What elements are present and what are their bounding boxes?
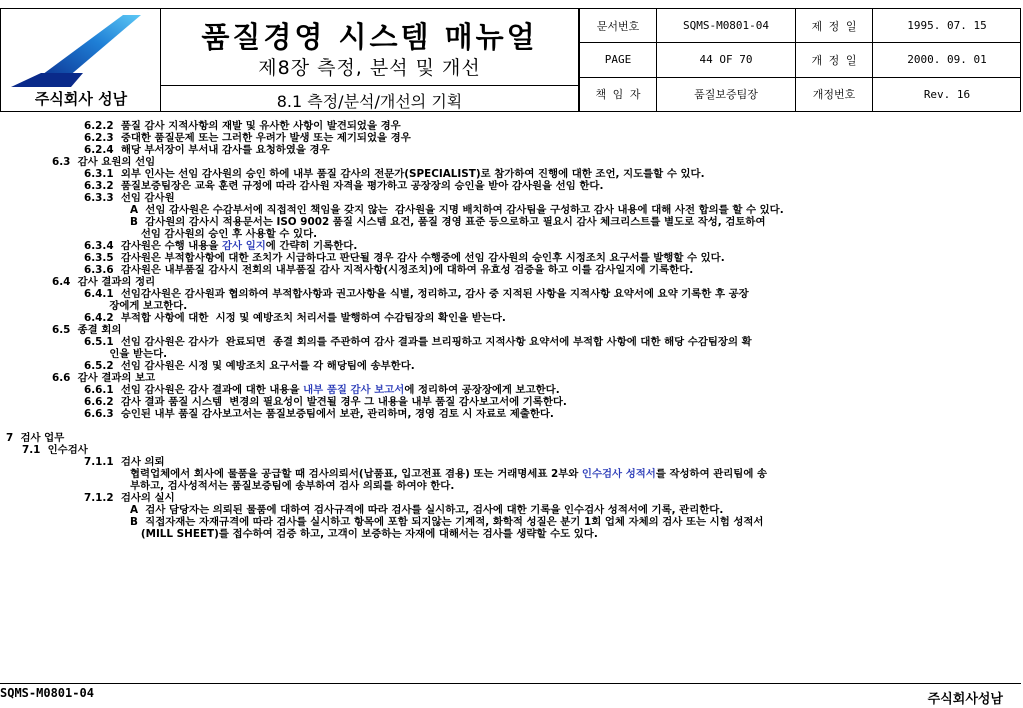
line-text: 6.3.5 감사원은 부적합사항에 대한 조치가 시급하다고 판단될 경우 감사 수행중에 선임 감사원의 승인후 시정조치 요구서를 발행할 수 있다.: [84, 252, 725, 264]
body-line: [0, 228, 1023, 240]
line-text-tail: 에 정리하여 공장장에게 보고한다.: [404, 384, 560, 396]
logo-cell: [1, 9, 161, 111]
line-text: 6.2.4 해당 부서장이 부서내 감사를 요청하였을 경우: [84, 144, 330, 156]
form-reference: 내부 품질 감사 보고서: [303, 384, 405, 396]
meta-label: 제 정 일: [796, 9, 873, 43]
body-line: [0, 288, 1023, 300]
body-line: [0, 468, 1023, 480]
body-line: [0, 456, 1023, 468]
body-line: [0, 384, 1023, 396]
line-text: 6.3.2 품질보증팀장은 교육 훈련 규정에 따라 감사원 자격을 평가하고 공장장의 승인을 받아 감사원을 선임 한다.: [84, 180, 604, 192]
meta-row: [580, 43, 1022, 77]
document-body: [0, 120, 1023, 540]
line-text: 6.4 감사 결과의 정리: [52, 276, 156, 288]
meta-value: 44 OF 70: [657, 43, 796, 77]
body-line: [0, 252, 1023, 264]
section-title: 8.1 측정/분석/개선의 기획: [161, 85, 578, 109]
line-text: B 직접자재는 자재규격에 따라 검사를 실시하고 항목에 포함 되지않는 기계적, 화학적 성질은 분기 1회 업체 자체의 검사 또는 시험 성적서: [130, 516, 764, 528]
body-line: [0, 444, 1023, 456]
document-meta-table: [579, 9, 1021, 111]
line-text: 7.1.1 검사 의뢰: [84, 456, 165, 468]
body-line: [0, 372, 1023, 384]
meta-value: SQMS-M0801-04: [657, 9, 796, 43]
line-text: 6.3.1 외부 인사는 선임 감사원의 승인 하에 내부 품질 감사의 전문가(SPECIALIST)로 참가하여 진행에 대한 조언, 지도를할 수 있다.: [84, 168, 705, 180]
body-line: [0, 492, 1023, 504]
meta-value: 2000. 09. 01: [873, 43, 1022, 77]
line-text: 인을 받는다.: [84, 348, 168, 360]
line-text: A 선임 감사원은 수감부서에 직접적인 책임을 갖지 않는 감사원을 지명 배치하여 감사팀을 구성하고 감사 내용에 대해 사전 합의를 할 수 있다.: [130, 204, 784, 216]
body-line: [0, 312, 1023, 324]
line-text: 6.5.2 선임 감사원은 시정 및 예방조치 요구서를 각 해당팀에 송부한다.: [84, 360, 415, 372]
line-text-tail: 에 간략히 기록한다.: [265, 240, 358, 252]
company-logo-icon: [1, 13, 161, 93]
body-line: [0, 216, 1023, 228]
line-text: 6.6.2 감사 결과 품질 시스템 변경의 필요성이 발견될 경우 그 내용을 내부 품질 감사보고서에 기록한다.: [84, 396, 567, 408]
line-text: 6.3.4 감사원은 수행 내용을: [84, 240, 223, 252]
line-text: 부하고, 검사성적서는 품질보증팀에 송부하여 검사 의뢰를 하여야 한다.: [130, 480, 455, 492]
meta-label: PAGE: [580, 43, 657, 77]
line-text: 6.3 감사 요원의 선임: [52, 156, 156, 168]
body-line: [0, 504, 1023, 516]
manual-title: 품질경영 시스템 매뉴얼: [201, 20, 538, 54]
meta-label: 개정번호: [796, 77, 873, 111]
meta-label: 개 정 일: [796, 43, 873, 77]
line-text: 6.6.3 승인된 내부 품질 감사보고서는 품질보증팀에서 보관, 관리하며, 경영 검토 시 자료로 제출한다.: [84, 408, 554, 420]
body-line: [0, 528, 1023, 540]
body-line: [0, 120, 1023, 132]
body-line: [0, 132, 1023, 144]
body-line: [0, 276, 1023, 288]
line-text: 6.4.1 선임감사원은 감사원과 협의하여 부적합사항과 권고사항을 식별, 정리하고, 감사 중 지적된 사항을 지적사항 요약서에 요약 기록한 후 공장: [84, 288, 749, 300]
meta-row: [580, 9, 1022, 43]
body-line: [0, 516, 1023, 528]
body-line: [0, 396, 1023, 408]
body-line: [0, 156, 1023, 168]
line-text: 6.2.3 중대한 품질문제 또는 그러한 우려가 발생 또는 제기되었을 경우: [84, 132, 411, 144]
line-text: 7 검사 업무: [6, 432, 65, 444]
line-text-tail: 를 작성하여 관리팀에 송: [655, 468, 768, 480]
form-reference: 감사 일지: [222, 240, 266, 252]
line-text: 6.2.2 품질 감사 지적사항의 재발 및 유사한 사항이 발견되었을 경우: [84, 120, 401, 132]
company-name: 주식회사 성남: [34, 90, 128, 108]
meta-value: Rev. 16: [873, 77, 1022, 111]
body-line: [0, 264, 1023, 276]
body-line: [0, 408, 1023, 420]
title-box: [161, 9, 579, 111]
body-line: [0, 300, 1023, 312]
footer-divider: [0, 683, 1021, 684]
body-line: [0, 480, 1023, 492]
meta-label: 책 임 자: [580, 77, 657, 111]
line-text: 6.5 종결 회의: [52, 324, 122, 336]
line-text: 6.5.1 선임 감사원은 감사가 완료되면 종결 회의를 주관하여 감사 결과를 브리핑하고 지적사항 요약서에 부적합 사항에 대한 해당 수감팀장의 확: [84, 336, 752, 348]
body-line: [0, 192, 1023, 204]
line-text: 7.1 인수검사: [22, 444, 88, 456]
body-line: [0, 420, 1023, 432]
line-text: 장에게 보고한다.: [84, 300, 188, 312]
meta-value: 품질보증팀장: [657, 77, 796, 111]
body-line: [0, 348, 1023, 360]
line-text: (MILL SHEET)를 접수하여 검증 하고, 고객이 보증하는 자재에 대해서는 검사를 생략할 수도 있다.: [130, 528, 598, 540]
meta-value: 1995. 07. 15: [873, 9, 1022, 43]
body-line: [0, 168, 1023, 180]
meta-label: 문서번호: [580, 9, 657, 43]
chapter-title: 제8장 측정, 분석 및 개선: [258, 57, 481, 79]
body-line: [0, 324, 1023, 336]
body-line: [0, 180, 1023, 192]
footer-doc-number: SQMS-M0801-04: [0, 686, 94, 700]
footer-company: 주식회사성남: [927, 692, 1003, 707]
body-line: [0, 432, 1023, 444]
line-text: A 검사 담당자는 의뢰된 물품에 대하여 검사규격에 따라 검사를 실시하고, 검사에 대한 기록을 인수검사 성적서에 기록, 관리한다.: [130, 504, 724, 516]
line-text: 협력업체에서 회사에 물품을 공급할 때 검사의뢰서(납품표, 입고전표 겸용) 또는 거래명세표 2부와: [130, 468, 582, 480]
line-text: 6.6.1 선임 감사원은 감사 결과에 대한 내용을: [84, 384, 304, 396]
line-text: B 감사원의 감사시 적용문서는 ISO 9002 품질 시스템 요건, 품질 경영 표준 등으로하고 필요시 감사 체크리스트를 별도로 작성, 검토하여: [130, 216, 766, 228]
line-text: 6.3.3 선임 감사원: [84, 192, 175, 204]
body-line: [0, 336, 1023, 348]
body-line: [0, 204, 1023, 216]
document-header: [0, 8, 1021, 112]
line-text: 선임 감사원의 승인 후 사용할 수 있다.: [130, 228, 318, 240]
meta-row: [580, 77, 1022, 111]
line-text: 6.4.2 부적합 사항에 대한 시정 및 예방조치 처리서를 발행하여 수감팀장의 확인을 받는다.: [84, 312, 506, 324]
line-text: 6.3.6 감사원은 내부품질 감사시 전회의 내부품질 감사 지적사항(시정조치)에 대하여 유효성 검증을 하고 이를 감사일지에 기록한다.: [84, 264, 694, 276]
body-line: [0, 144, 1023, 156]
body-line: [0, 360, 1023, 372]
line-text: 6.6 감사 결과의 보고: [52, 372, 156, 384]
body-line: [0, 240, 1023, 252]
line-text: 7.1.2 검사의 실시: [84, 492, 175, 504]
form-reference: 인수검사 성적서: [581, 468, 656, 480]
